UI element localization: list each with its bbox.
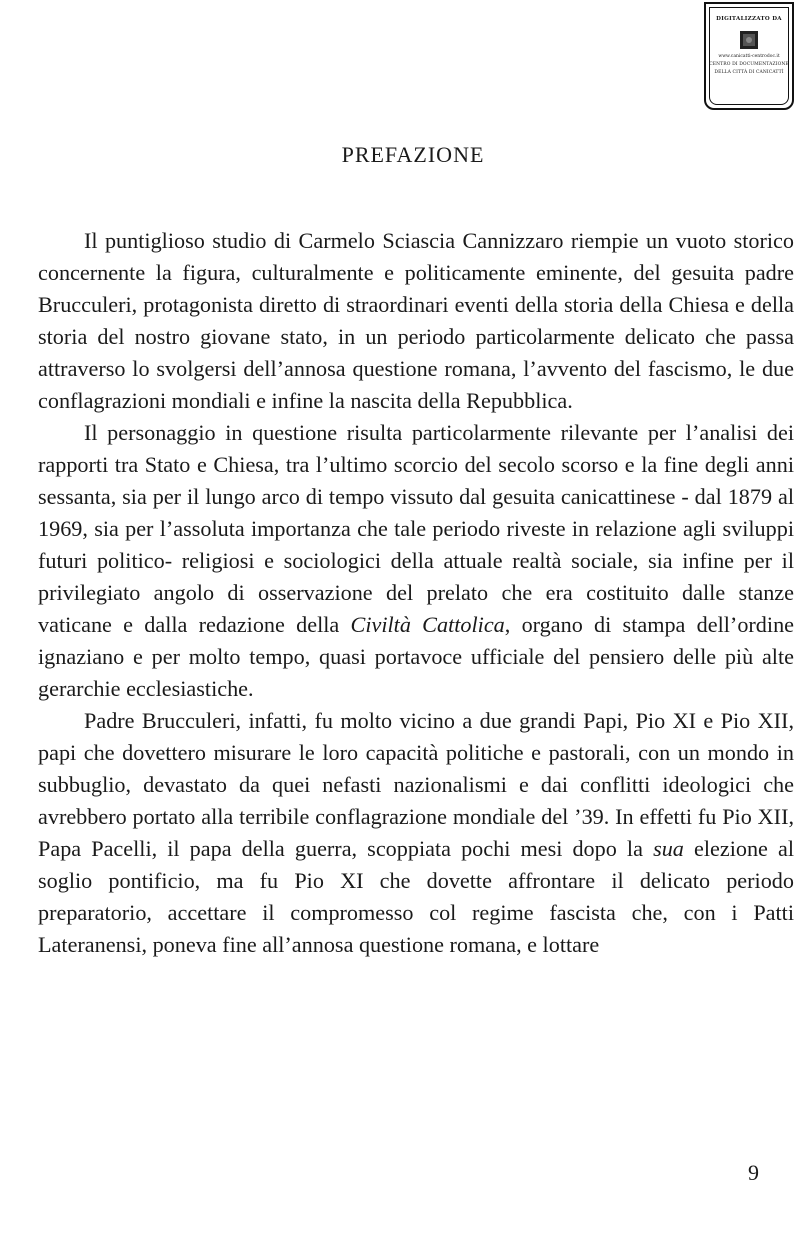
- body-text: [38, 225, 794, 961]
- paragraph-3: [38, 705, 794, 961]
- emphasis-sua: sua: [653, 836, 684, 861]
- page-title: PREFAZIONE: [341, 142, 485, 167]
- stamp-line-3: CENTRO DI DOCUMENTAZIONE: [709, 62, 789, 67]
- paragraph-2: [38, 417, 794, 705]
- stamp-line-1: DIGITALIZZATO DA: [716, 16, 782, 22]
- city-crest-icon: [738, 30, 760, 50]
- paragraph-3-text-b: elezione al soglio pontificio, ma fu Pio XI che dovette affrontare il delicato periodo preparatorio, accettare il compromesso col regime fascista che, con i Patti Lateranensi, poneva fine all’annosa questione romana, e lottare: [38, 836, 795, 957]
- paragraph-2-text-a: Il personaggio in questione risulta particolarmente rilevante per l’analisi dei rapporti tra Stato e Chiesa, tra l’ultimo scorcio del secolo scorso e la fine degli anni sessanta, sia per il lungo arco di tempo vissuto dal gesuita canicattinese - dal 1879 al 1969, sia per l’assoluta importanza che tale periodo riveste in relazione agli sviluppi futuri politico- religiosi e sociologici della attuale realtà sociale, sia infine per il privilegiato angolo di osservazione del prelato che era costituito dalle stanze vaticane e dalla redazione della: [38, 420, 794, 637]
- paragraph-3-text-a: Padre Brucculeri, infatti, fu molto vicino a due grandi Papi, Pio XI e Pio XII, papi che dovettero misurare le loro capacità politiche e pastorali, con un mondo in subbuglio, devastato da quei nefasti nazionalismi e dai conflitti ideologici che avrebbero portato alla terribile conflagrazione mondiale del ’39. In effetti fu Pio XII, Papa Pacelli, il papa della guerra, scoppiata pochi mesi dopo la: [38, 708, 794, 861]
- stamp-line-4: DELLA CITTÀ DI CANICATTÌ: [714, 70, 784, 75]
- digitization-stamp: [704, 2, 794, 110]
- stamp-line-2: www.canicatti-centrodoc.it: [718, 54, 780, 59]
- paragraph-2-text-b: , organo di stampa dell’ordine ignaziano e per molto tempo, quasi portavoce ufficiale del pensiero delle più alte gerarchie ecclesiastiche.: [38, 612, 795, 701]
- paragraph-1: Il puntiglioso studio di Carmelo Sciascia Cannizzaro riempie un vuoto storico concernente la figura, culturalmente e politicamente eminente, del gesuita padre Brucculeri, protagonista diretto di straordinari eventi della storia della Chiesa e della storia del nostro giovane stato, in un periodo particolarmente delicato che passa attraverso lo svolgersi dell’annosa questione romana, l’avvento del fascismo, le due conflagrazioni mondiali e infine la nascita della Repubblica.: [38, 228, 794, 413]
- page-number: 9: [748, 1160, 759, 1185]
- journal-title: Civiltà Cattolica: [350, 612, 505, 637]
